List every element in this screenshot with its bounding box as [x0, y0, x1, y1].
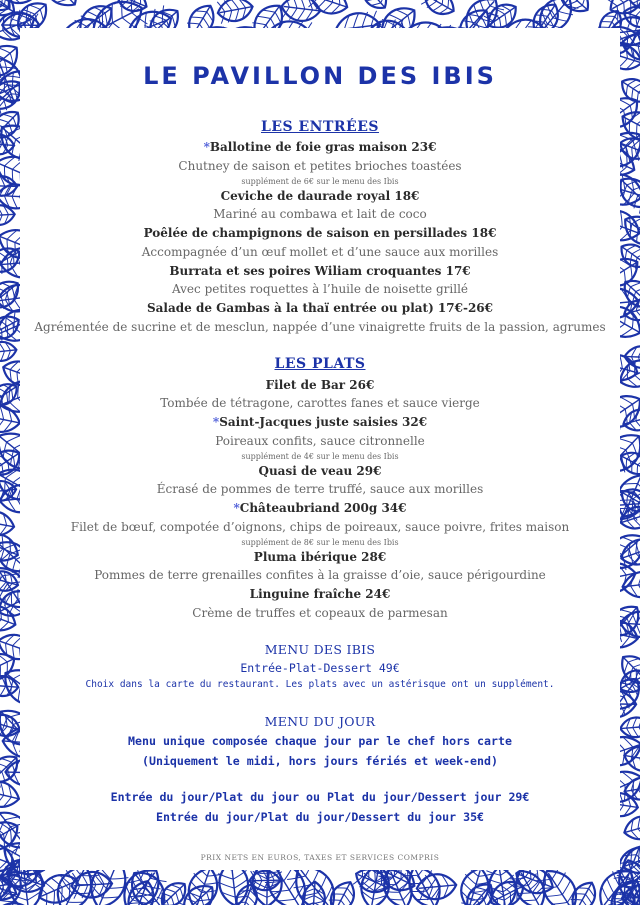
menu-item-name [20, 548, 620, 567]
menu-ibis-note: Choix dans la carte du restaurant. Les plats avec un astérisque ont un supplément. [85, 678, 555, 690]
menu-item-name [20, 138, 620, 157]
menu-item-title: Ballotine de foie gras maison 23€ [209, 140, 437, 154]
menu-item-title: Salade de Gambas à la thaï entrée ou plat) 17€-26€ [146, 301, 494, 315]
menu-jour-line-3: Entrée du jour/Plat du jour ou Plat du jour/Dessert jour 29€ [110, 789, 530, 804]
menu-item-description: Tombée de tétragone, carottes fanes et sauce vierge [160, 396, 480, 410]
supplement-asterisk: * [212, 415, 220, 429]
entrees-heading: LES ENTRÉES [261, 119, 379, 135]
menu-ibis-heading: MENU DES IBIS [264, 641, 376, 657]
menu-item-description: Avec petites roquettes à l’huile de noisette grillé [171, 282, 469, 296]
menu-item-name [20, 376, 620, 395]
menu-item-title: Châteaubriand 200g 34€ [239, 501, 407, 515]
supplement-asterisk: * [203, 140, 210, 154]
menu-item-title: Pluma ibérique 28€ [253, 549, 387, 564]
entrees-list [20, 138, 620, 337]
menu-item-description: Pommes de terre grenailles confites à la graisse d’oie, sauce périgourdine [94, 568, 546, 582]
menu-item-name [20, 299, 620, 318]
menu-item-title: Burrata et ses poires Wiliam croquantes 17€ [169, 263, 471, 278]
menu-jour-line-2: (Uniquement le midi, hors jours fériés et week-end) [142, 753, 498, 768]
menu-item-description: Agrémentée de sucrine et de mesclun, nappée d’une vinaigrette fruits de la passion, agrumes [34, 319, 606, 334]
menu-item-supplement: supplément de 6€ sur le menu des Ibis [241, 176, 399, 186]
menu-ibis-price: Entrée-Plat-Dessert 49€ [240, 660, 400, 675]
menu-jour-line-4: Entrée du jour/Plat du jour/Dessert du jour 35€ [155, 809, 485, 824]
menu-jour-heading: MENU DU JOUR [264, 713, 376, 729]
menu-item-name [20, 462, 620, 481]
menu-item-name [20, 413, 620, 432]
menu-item-description: Chutney de saison et petites brioches toastées [178, 158, 462, 173]
menu-item-supplement: supplément de 8€ sur le menu des Ibis [241, 537, 399, 547]
menu-item-name [20, 187, 620, 206]
menu-item-title: Saint-Jacques juste saisies 32€ [219, 415, 428, 429]
plats-list [20, 376, 620, 623]
menu-item-description: Écrasé de pommes de terre truffé, sauce aux morilles [156, 482, 484, 496]
menu-jour-section [20, 713, 620, 827]
menu-item-title: Quasi de veau 29€ [258, 463, 382, 478]
menu-card [20, 28, 620, 870]
menu-item-title: Ceviche de daurade royal 18€ [220, 188, 420, 203]
menu-content [20, 118, 620, 827]
menu-item-name [20, 224, 620, 243]
supplement-asterisk: * [233, 501, 240, 515]
menu-item-supplement: supplément de 4€ sur le menu des Ibis [241, 451, 399, 461]
menu-jour-line-1: Menu unique composée chaque jour par le chef hors carte [128, 733, 512, 748]
menu-item-name [20, 262, 620, 281]
menu-item-description: Crème de truffes et copeaux de parmesan [192, 605, 448, 620]
price-footer: PRIX NETS EN EUROS, TAXES ET SERVICES COMPRIS [200, 853, 440, 862]
menu-item-description: Poireaux confits, sauce citronnelle [215, 433, 425, 448]
menu-item-title: Filet de Bar 26€ [265, 377, 375, 392]
menu-ibis-section [20, 641, 620, 693]
menu-item-title: Linguine fraîche 24€ [249, 587, 391, 601]
menu-item-description: Filet de bœuf, compotée d’oignons, chips de poireaux, sauce poivre, frites maison [70, 519, 570, 534]
menu-item-name [20, 585, 620, 604]
plats-heading: LES PLATS [274, 355, 366, 372]
menu-item-description: Accompagnée d’un œuf mollet et d’une sauce aux morilles [141, 244, 499, 259]
menu-item-name [20, 499, 620, 518]
menu-item-description: Mariné au combawa et lait de coco [213, 207, 427, 221]
restaurant-title: LE PAVILLON DES IBIS [143, 62, 497, 90]
menu-item-title: Poêlée de champignons de saison en persillades 18€ [143, 226, 497, 240]
